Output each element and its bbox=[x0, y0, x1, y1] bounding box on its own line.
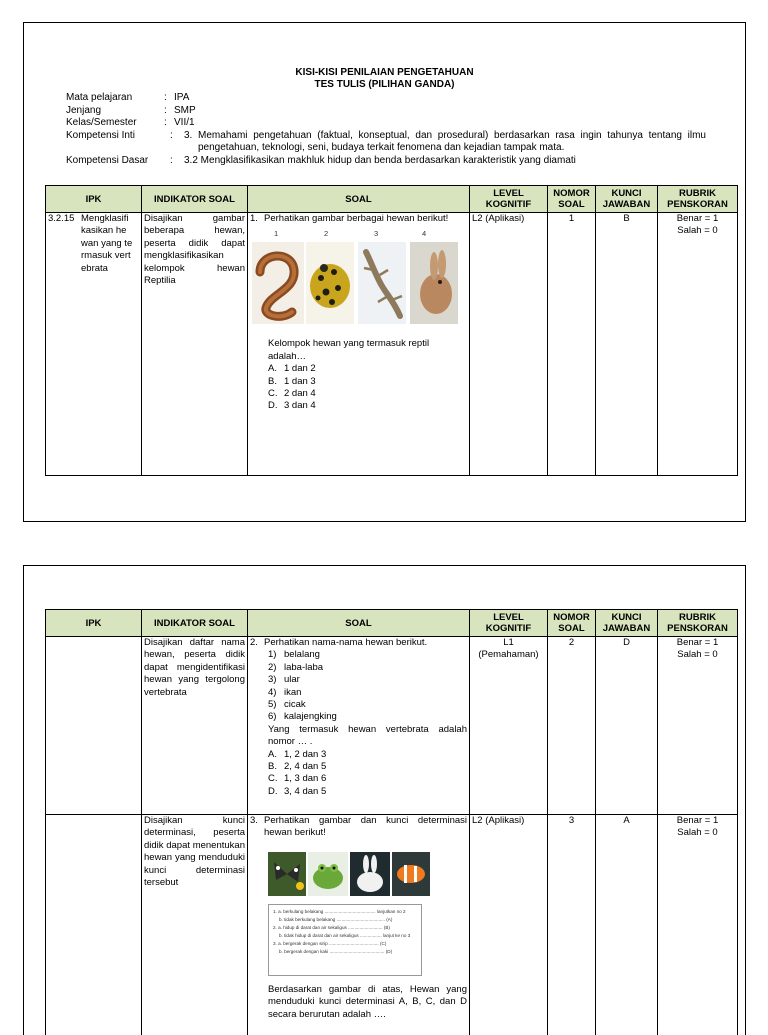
rubrik-salah: Salah = 0 bbox=[677, 827, 718, 839]
header-nomor: NOMOR SOAL bbox=[548, 186, 596, 213]
item-text: belalang bbox=[284, 649, 320, 661]
table-row bbox=[46, 637, 738, 815]
rubrik-benar: Benar = 1 bbox=[676, 815, 719, 826]
nomor-cell: 2 bbox=[548, 637, 596, 815]
header-indikator: INDIKATOR SOAL bbox=[142, 610, 248, 637]
header-ipk: IPK bbox=[46, 610, 142, 637]
header-level: LEVEL KOGNITIF bbox=[470, 610, 548, 637]
option-letter: B. bbox=[268, 375, 277, 387]
header-ipk: IPK bbox=[46, 186, 142, 213]
key-line: b. bergerak dengan kaki ........................................... (D) bbox=[279, 948, 393, 954]
meta-label: Mata pelajaran bbox=[66, 92, 133, 103]
option-letter: A. bbox=[268, 748, 277, 760]
level-cell: L2 (Aplikasi) bbox=[470, 213, 548, 476]
indikator-cell: Disajikan kunci determinasi, peserta didik dapat menentukan hewan yang menduduki kunci determinasi tersebut bbox=[142, 815, 248, 1035]
meta-value: SMP bbox=[174, 104, 196, 116]
header-level: LEVEL KOGNITIF bbox=[470, 186, 548, 213]
header-nomor: NOMOR SOAL bbox=[548, 610, 596, 637]
lizard-picture bbox=[358, 242, 406, 324]
document-subtitle: TES TULIS (PILIHAN GANDA) bbox=[314, 79, 455, 90]
nomor-cell: 3 bbox=[548, 815, 596, 1035]
question-text: Perhatikan gambar dan kunci determinasi hewan berikut! bbox=[264, 815, 467, 839]
soal-cell bbox=[248, 213, 470, 476]
level-code: L1 bbox=[503, 637, 514, 648]
picture-label: 2 bbox=[324, 229, 329, 239]
rubrik-benar: Benar = 1 bbox=[676, 637, 719, 648]
header-rubrik: RUBRIK PENSKORAN bbox=[658, 610, 738, 637]
kunci-cell: A bbox=[596, 815, 658, 1035]
option-letter: A. bbox=[268, 363, 277, 375]
table-header-row bbox=[46, 186, 738, 213]
snake-picture bbox=[252, 242, 304, 324]
rubrik-cell bbox=[658, 815, 738, 1035]
rubrik-cell bbox=[658, 213, 738, 476]
level-cell: L2 (Aplikasi) bbox=[470, 815, 548, 1035]
option-letter: D. bbox=[268, 400, 278, 412]
meta-value: 3.2 Mengklasifikasikan makhluk hidup dan benda berdasarkan karakteristik yang diamati bbox=[184, 154, 576, 166]
indikator-cell: Disajikan gambar beberapa hewan, peserta didik dapat mengklasifikasikan kelompok hewan Reptilia bbox=[142, 213, 248, 476]
question-number: 3. bbox=[250, 815, 258, 826]
level-name: (Pemahaman) bbox=[478, 649, 539, 661]
header-kunci: KUNCI JAWABAN bbox=[596, 610, 658, 637]
key-line: 2. a. hidup di darat dan air sekaligus ........................... (B) bbox=[273, 924, 390, 930]
meta-block: Mata pelajaran : IPA Jenjang : SMP Kelas/Semester : VII/1 Kompetensi Inti : 3. Memahami pengetahuan (faktual, konseptual, dan prosedural) berdasarkan rasa ingin tahunya tentang ilmu pengetahuan, teknologi, seni, budaya terkait fenomena dan kejadian tampak mata. Kompetensi Dasar : 3.2 Mengklasifikasikan makhluk hidup dan benda berdasarkan karakteristik yang diamati bbox=[66, 92, 706, 166]
item-number: 6) bbox=[268, 711, 277, 723]
question-number: 1. bbox=[250, 213, 258, 224]
item-number: 2) bbox=[268, 661, 277, 673]
item-number: 5) bbox=[268, 699, 277, 711]
item-text: ikan bbox=[284, 686, 302, 698]
animal-pictures bbox=[268, 852, 467, 896]
option-text: 1 dan 2 bbox=[284, 363, 316, 375]
butterfly-picture bbox=[268, 852, 306, 896]
option-text: 3 dan 4 bbox=[284, 400, 316, 412]
item-text: cicak bbox=[284, 699, 306, 711]
meta-label: Kompetensi Dasar bbox=[66, 154, 149, 166]
header-kunci: KUNCI JAWABAN bbox=[596, 186, 658, 213]
frog-picture bbox=[308, 852, 348, 896]
header-soal: SOAL bbox=[248, 610, 470, 637]
rubrik-salah: Salah = 0 bbox=[677, 225, 718, 237]
key-line: 3. a. bergerak dengan sirip ....................................... (C) bbox=[273, 940, 387, 946]
item-number: 3) bbox=[268, 674, 277, 686]
picture-label: 1 bbox=[274, 229, 279, 239]
meta-value-continued: pengetahuan, teknologi, seni, budaya terkait fenomena dan kejadian tampak mata. bbox=[198, 142, 565, 154]
item-text: kalajengking bbox=[284, 711, 337, 723]
level-cell bbox=[470, 637, 548, 815]
item-number: 1) bbox=[268, 649, 277, 661]
ipk-number: 3.2.15 bbox=[48, 213, 75, 224]
option-text: 1 dan 3 bbox=[284, 375, 316, 387]
option-letter: D. bbox=[268, 785, 278, 797]
question-stem: Kelompok hewan yang termasuk reptil adalah… bbox=[268, 338, 430, 362]
option-letter: C. bbox=[268, 773, 278, 785]
ipk-text: Mengklasifikasikan hewan yang termasuk vertebrata bbox=[81, 213, 133, 274]
indikator-cell: Disajikan daftar nama hewan, peserta didik dapat mengidentifikasi hewan yang tergolong vertebrata bbox=[142, 637, 248, 815]
question-number: 2. bbox=[250, 637, 258, 648]
option-letter: B. bbox=[268, 761, 277, 773]
rabbit-picture bbox=[350, 852, 390, 896]
meta-value: 3. Memahami pengetahuan (faktual, konseptual, dan prosedural) berdasarkan rasa ingin tahunya tentang ilmu bbox=[184, 129, 706, 141]
table-header-row bbox=[46, 610, 738, 637]
question-text: Perhatikan nama-nama hewan berikut. bbox=[264, 637, 428, 648]
meta-label: Kompetensi Inti bbox=[66, 129, 135, 141]
question-stem: Berdasarkan gambar di atas, Hewan yang menduduki kunci determinasi A, B, C, dan D secara berurutan adalah …. bbox=[268, 983, 467, 1020]
key-line: b. tidak hidup di darat dan air sekaligus ................. lanjut ke no 3 bbox=[279, 932, 411, 938]
soal-cell bbox=[248, 815, 470, 1035]
option-letter: C. bbox=[268, 388, 278, 400]
ipk-cell bbox=[46, 815, 142, 1035]
ipk-cell bbox=[46, 637, 142, 815]
picture-label: 3 bbox=[374, 229, 379, 239]
key-line: b. tidak berkulang belakang ...................................... (A) bbox=[279, 916, 393, 922]
meta-label: Kelas/Semester bbox=[66, 117, 137, 129]
table-row bbox=[46, 815, 738, 1035]
document-title: KISI-KISI PENILAIAN PENGETAHUAN bbox=[295, 67, 474, 78]
item-text: ular bbox=[284, 674, 300, 686]
table-row bbox=[46, 213, 738, 476]
meta-value: VII/1 bbox=[174, 117, 195, 129]
frog-picture bbox=[306, 242, 354, 324]
document-page-2 bbox=[23, 565, 746, 1035]
question-text: Perhatikan gambar berbagai hewan berikut! bbox=[264, 213, 449, 224]
kisi-table-page-1 bbox=[45, 185, 738, 476]
option-text: 1, 2 dan 3 bbox=[284, 748, 327, 760]
rubrik-salah: Salah = 0 bbox=[677, 649, 718, 661]
rubrik-cell bbox=[658, 637, 738, 815]
kisi-table-page-2 bbox=[45, 609, 738, 1035]
rubrik-benar: Benar = 1 bbox=[676, 213, 719, 224]
header-soal: SOAL bbox=[248, 186, 470, 213]
kunci-cell: B bbox=[596, 213, 658, 476]
header-indikator: INDIKATOR SOAL bbox=[142, 186, 248, 213]
option-text: 2, 4 dan 5 bbox=[284, 761, 327, 773]
kunci-cell: D bbox=[596, 637, 658, 815]
key-line: 1. a. berkulang belakang ........................................ lanjutkan no 2 bbox=[273, 908, 406, 914]
item-text: laba-laba bbox=[284, 661, 324, 673]
meta-label: Jenjang bbox=[66, 104, 102, 116]
option-text: 1, 3 dan 6 bbox=[284, 773, 327, 785]
determination-key bbox=[268, 904, 422, 976]
nomor-cell: 1 bbox=[548, 213, 596, 476]
picture-label: 4 bbox=[422, 229, 427, 239]
ipk-cell bbox=[48, 213, 139, 275]
animal-pictures bbox=[250, 228, 467, 333]
option-text: 3, 4 dan 5 bbox=[284, 785, 327, 797]
question-stem: Yang termasuk hewan vertebrata adalah nomor … . bbox=[268, 723, 467, 748]
meta-value: IPA bbox=[174, 92, 190, 103]
soal-cell bbox=[248, 637, 470, 815]
header-rubrik: RUBRIK PENSKORAN bbox=[658, 186, 738, 213]
option-text: 2 dan 4 bbox=[284, 388, 316, 400]
rabbit-picture bbox=[410, 242, 458, 324]
clownfish-picture bbox=[392, 852, 430, 896]
item-number: 4) bbox=[268, 686, 277, 698]
document-page-1 bbox=[23, 22, 746, 522]
